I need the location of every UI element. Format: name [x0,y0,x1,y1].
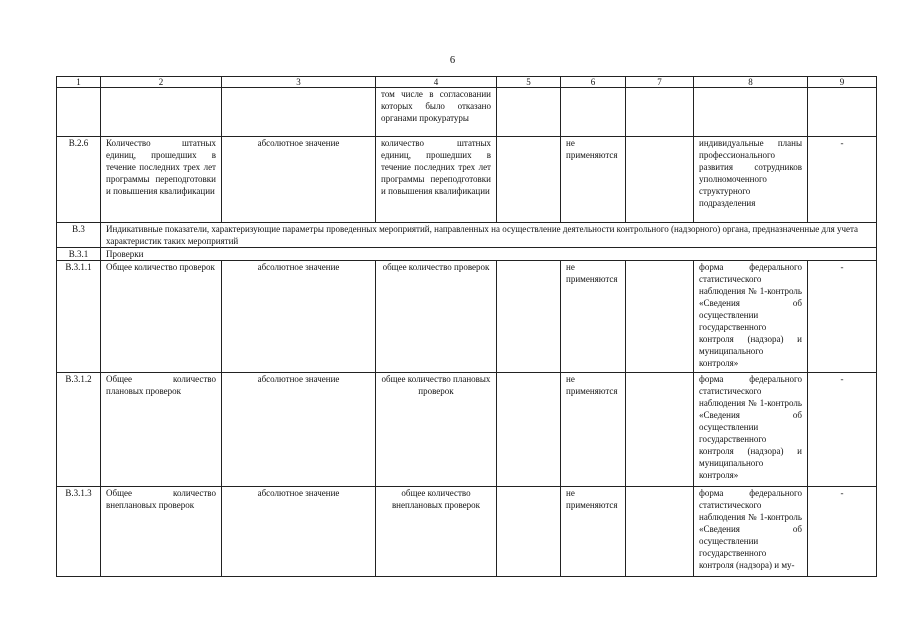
cell-9: - [808,487,877,577]
row-code: В.3.1.2 [57,373,101,487]
cell-5 [497,88,561,137]
cell-7 [626,261,694,373]
row-code: В.2.6 [57,137,101,223]
header-cell: 8 [694,77,808,88]
cell-6: не применяются [561,261,626,373]
cell-7 [626,137,694,223]
header-row [57,77,877,88]
row-code [57,88,101,137]
cell-6: не применяются [561,373,626,487]
section-title: Проверки [101,248,877,261]
row-code: В.3.1.3 [57,487,101,577]
cell-6: не применяются [561,487,626,577]
section-code: В.3 [57,223,101,248]
source-cell: индивидуальные планы профессионального развития сотрудников уполномоченного структурного подразделения [694,137,808,223]
formula-cell: общее количество проверок [376,261,497,373]
unit-cell: абсолютное значение [222,137,376,223]
cell-9 [808,88,877,137]
indicator-name: Общее количество внеплановых проверок [101,487,222,577]
header-cell: 7 [626,77,694,88]
cell-5 [497,137,561,223]
table-row [57,137,877,223]
source-cell: форма федерального статистического наблюдения № 1-контроль «Сведения об осуществлении государственного контроля (надзора) и муниципального контроля» [694,373,808,487]
unit-cell: абсолютное значение [222,261,376,373]
header-cell: 9 [808,77,877,88]
formula-cell: количество штатных единиц, прошедших в течение последних трех лет программы переподготовки и повышения квалификации [376,137,497,223]
section-code: В.3.1 [57,248,101,261]
table-row [57,261,877,373]
formula-cell: общее количество плановых проверок [376,373,497,487]
cell-9: - [808,137,877,223]
unit-cell [222,88,376,137]
header-cell: 4 [376,77,497,88]
section-row [57,248,877,261]
indicator-name [101,88,222,137]
cell-7 [626,487,694,577]
cell-9: - [808,261,877,373]
header-cell: 2 [101,77,222,88]
table-row [57,487,877,577]
row-code: В.3.1.1 [57,261,101,373]
source-cell: форма федерального статистического наблюдения № 1-контроль «Сведения об осуществлении государственного контроля (надзора) и муниципального контроля» [694,261,808,373]
header-cell: 3 [222,77,376,88]
cell-9: - [808,373,877,487]
table-row [57,88,877,137]
cell-5 [497,487,561,577]
cell-6 [561,88,626,137]
section-title: Индикативные показатели, характеризующие параметры проведенных мероприятий, направленных на осуществление деятельности контрольного (надзорного) органа, предназначенные для учета характеристик таких мероприятий [101,223,877,248]
header-cell: 6 [561,77,626,88]
source-cell [694,88,808,137]
indicators-table [56,76,877,577]
header-cell: 1 [57,77,101,88]
source-cell: форма федерального статистического наблюдения № 1-контроль «Сведения об осуществлении государственного контроля (надзора) и му- [694,487,808,577]
cell-6: не применяются [561,137,626,223]
formula-cell: том числе в согласовании которых было отказано органами прокуратуры [376,88,497,137]
table-row [57,373,877,487]
cell-5 [497,373,561,487]
page-number: 6 [449,55,456,66]
formula-cell: общее количество внеплановых проверок [376,487,497,577]
unit-cell: абсолютное значение [222,487,376,577]
cell-7 [626,88,694,137]
indicator-name: Общее количество проверок [101,261,222,373]
cell-5 [497,261,561,373]
indicator-name: Общее количество плановых проверок [101,373,222,487]
cell-7 [626,373,694,487]
indicator-name: Количество штатных единиц, прошедших в течение последних трех лет программы переподготовки и повышения квалификации [101,137,222,223]
unit-cell: абсолютное значение [222,373,376,487]
section-row [57,223,877,248]
header-cell: 5 [497,77,561,88]
